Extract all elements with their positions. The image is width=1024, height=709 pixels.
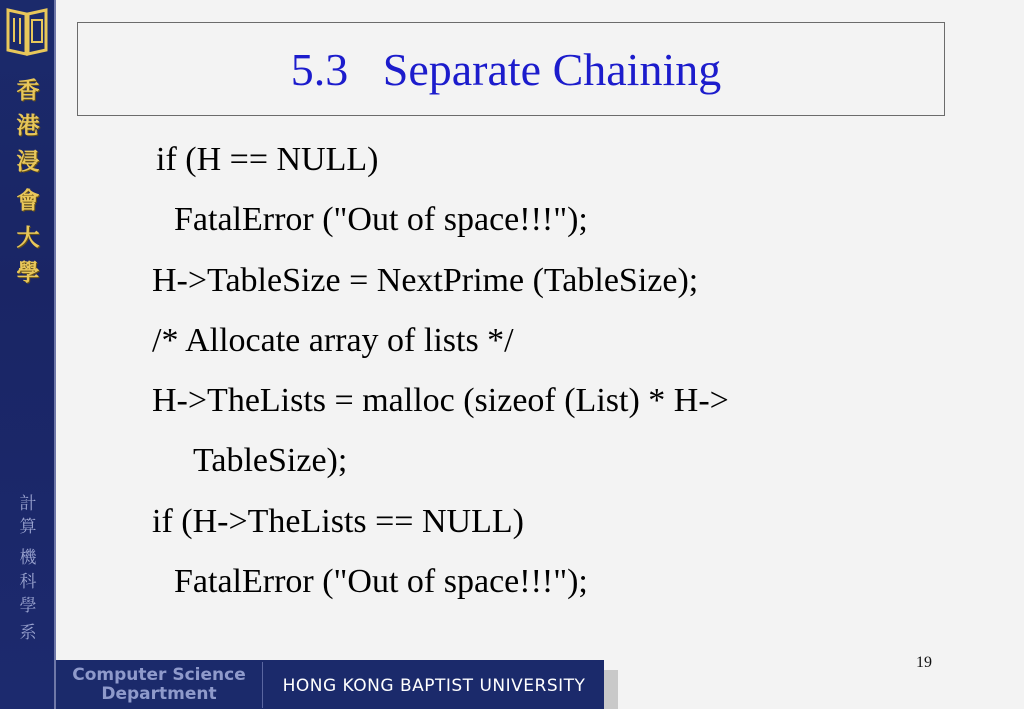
university-name: HONG KONG BAPTIST UNIVERSITY bbox=[282, 676, 586, 696]
code-line-4: /* Allocate array of lists */ bbox=[152, 322, 514, 359]
department-char-3: 機 bbox=[19, 548, 37, 568]
department-name-line1: Computer Science bbox=[72, 665, 246, 685]
footer-shadow bbox=[604, 670, 618, 709]
code-line-7: if (H->TheLists == NULL) bbox=[152, 503, 524, 540]
title-box bbox=[77, 22, 945, 116]
page-number: 19 bbox=[916, 654, 932, 671]
university-char-6: 學 bbox=[16, 260, 40, 286]
department-char-1: 計 bbox=[19, 494, 37, 514]
slide-title: 5.3 Separate Chaining bbox=[290, 43, 722, 95]
department-char-2: 算 bbox=[19, 517, 37, 537]
code-line-2: FatalError ("Out of space!!!"); bbox=[174, 201, 588, 238]
department-char-5: 學 bbox=[19, 596, 37, 616]
department-char-6: 系 bbox=[19, 623, 37, 643]
department-name-line2: Department bbox=[101, 684, 217, 704]
code-line-3: H->TableSize = NextPrime (TableSize); bbox=[152, 262, 699, 299]
book-logo-icon bbox=[4, 4, 50, 58]
code-line-6: TableSize); bbox=[193, 442, 348, 479]
university-char-2: 港 bbox=[16, 113, 40, 139]
code-line-8: FatalError ("Out of space!!!"); bbox=[174, 563, 588, 600]
university-char-5: 大 bbox=[16, 225, 40, 251]
left-sidebar-banner bbox=[0, 0, 56, 709]
university-char-1: 香 bbox=[16, 78, 40, 104]
department-name bbox=[66, 666, 252, 704]
footer-divider bbox=[262, 662, 263, 708]
code-line-1: if (H == NULL) bbox=[156, 141, 379, 178]
department-char-4: 科 bbox=[19, 572, 37, 592]
code-line-5: H->TheLists = malloc (sizeof (List) * H-> bbox=[152, 382, 729, 419]
university-char-4: 會 bbox=[16, 188, 40, 214]
university-char-3: 浸 bbox=[16, 149, 40, 175]
